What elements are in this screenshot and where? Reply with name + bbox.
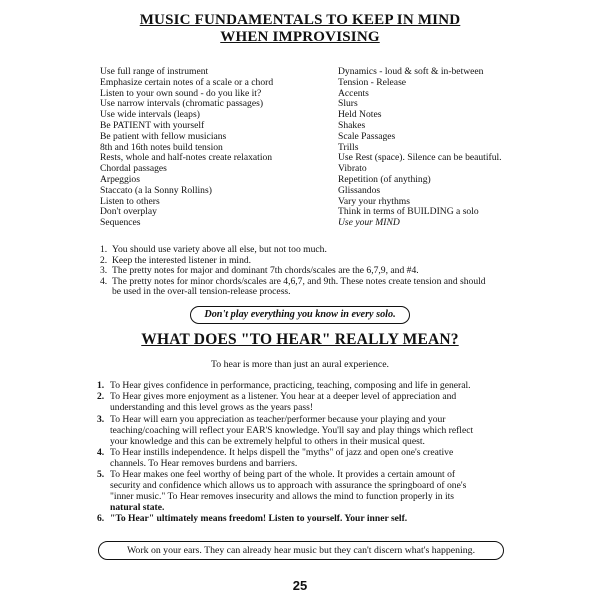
note-text: You should use variety above all else, but not too much. [112, 244, 327, 255]
list-item: Held Notes [338, 109, 382, 121]
item-line: To Hear gives more enjoyment as a listener. You hear at a deeper level of appreciation and [110, 391, 457, 403]
list-item [97, 415, 510, 448]
item-line: "To Hear" ultimately means freedom! Listen to yourself. Your inner self. [110, 513, 408, 525]
note-text: Keep the interested listener in mind. [112, 254, 252, 266]
list-item: Vibrato [338, 163, 367, 175]
section-title-line-1: MUSIC FUNDAMENTALS TO KEEP IN MIND [139, 12, 461, 28]
note-number: 2. [100, 254, 108, 266]
item-number: 3. [97, 413, 105, 425]
list-item: Shakes [338, 119, 366, 131]
list-item [97, 514, 510, 525]
list-item: Slurs [338, 98, 358, 110]
list-item: Think in terms of BUILDING a solo [338, 206, 479, 218]
list-item: Listen to your own sound - do you like it? [100, 87, 262, 99]
item-line: your knowledge and this can be extremely helpful to others in their musical quest. [110, 435, 425, 447]
note-number: 1. [100, 244, 108, 255]
item-line: "inner music." To Hear removes insecurity and allows the mind to function properly in its [110, 491, 455, 503]
section-subtitle: To hear is more than just an aural experience. [210, 359, 390, 370]
list-item: 8th and 16th notes build tension [100, 141, 223, 153]
item-line: teaching/coaching will reflect your EAR'S knowledge. You'll say and play things which reflect [110, 424, 474, 436]
item-number: 4. [97, 446, 105, 458]
section-title-line-2: WHEN IMPROVISING [220, 29, 380, 45]
item-line: To Hear gives confidence in performance, practicing, teaching, composing and life in general. [110, 380, 471, 391]
list-item: Scale Passages [338, 130, 396, 142]
list-item: Accents [338, 87, 369, 99]
list-item: Use wide intervals (leaps) [100, 109, 200, 121]
list-item: Emphasize certain notes of a scale or a chord [100, 76, 274, 88]
list-item [97, 470, 510, 514]
note-number: 4. [100, 275, 108, 287]
advice-oval: Don't play everything you know in every solo. [190, 306, 410, 324]
list-item: Trills [338, 141, 359, 153]
fundamentals-right-list [338, 67, 502, 229]
list-item: Be patient with fellow musicians [100, 130, 227, 142]
item-line: security and confidence which allows us to approach with assurance the springboard of one's [110, 480, 467, 492]
to-hear-list [97, 381, 510, 526]
list-item: Use full range of instrument [100, 66, 209, 77]
list-item [97, 448, 510, 470]
item-number: 1. [97, 380, 105, 391]
notes-list [100, 245, 486, 298]
note-number: 3. [100, 265, 108, 277]
list-item: Staccato (a la Sonny Rollins) [100, 184, 212, 196]
page-number: 25 [292, 578, 308, 593]
item-line: To Hear will earn you appreciation as teacher/performer because your playing and your [110, 413, 446, 425]
item-number: 2. [97, 391, 105, 403]
item-line: To Hear instills independence. It helps dispell the "myths" of jazz and open one's creative [110, 446, 454, 458]
note-item [100, 245, 486, 256]
item-number: 6. [97, 513, 105, 525]
item-line: To Hear makes one feel worthy of being part of the whole. It provides a certain amount of [110, 469, 456, 481]
list-item: Arpeggios [100, 173, 140, 185]
list-item [97, 381, 510, 392]
list-item: Glissandos [338, 184, 381, 196]
list-item: Rests, whole and half-notes create relaxation [100, 152, 273, 164]
list-item: Repetition (of anything) [338, 173, 431, 185]
list-item [97, 392, 510, 414]
list-item: Dynamics - loud & soft & in-between [338, 66, 484, 77]
list-item: Be PATIENT with yourself [100, 119, 205, 131]
note-text: The pretty notes for major and dominant 7th chords/scales are the 6,7,9, and #4. [112, 265, 419, 277]
item-number: 5. [97, 469, 105, 481]
note-text: be used in the over-all tension-release process. [112, 286, 291, 298]
ears-oval: Work on your ears. They can already hear music but they can't discern what's happening. [98, 541, 504, 560]
list-item: Use your MIND [338, 217, 400, 229]
note-item [100, 287, 486, 298]
note-text: The pretty notes for minor chords/scales are 4,6,7, and 9th. These notes create tension and should [112, 275, 486, 287]
list-item: Sequences [100, 217, 141, 229]
list-item: Don't overplay [100, 206, 157, 218]
item-line: natural state. [110, 501, 165, 513]
item-line: understanding and this level grows as the years pass! [110, 402, 314, 414]
list-item: Tension - Release [338, 76, 407, 88]
list-item: Chordal passages [100, 163, 167, 175]
list-item: Vary your rhythms [338, 195, 410, 207]
section-title-to-hear: WHAT DOES "TO HEAR" REALLY MEAN? [141, 331, 459, 348]
list-item: Use narrow intervals (chromatic passages) [100, 98, 264, 110]
fundamentals-left-list [100, 67, 273, 229]
list-item: Use Rest (space). Silence can be beautiful. [338, 152, 502, 164]
item-line: channels. To Hear removes burdens and barriers. [110, 457, 298, 469]
list-item: Listen to others [100, 195, 160, 207]
